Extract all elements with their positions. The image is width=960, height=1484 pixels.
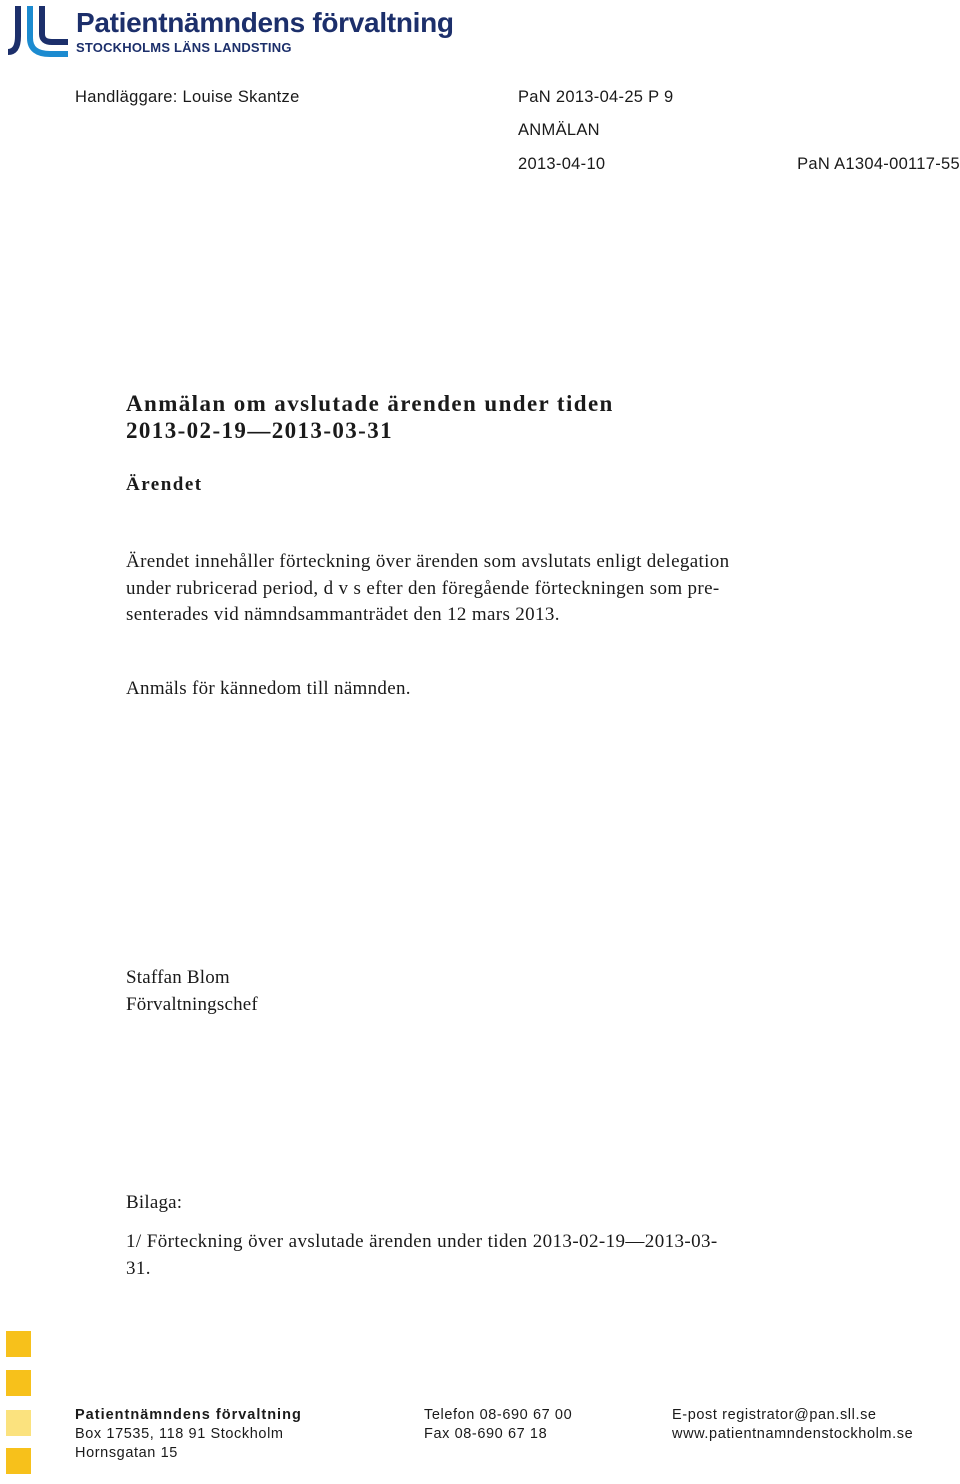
footer-phone: Telefon 08-690 67 00 [424, 1407, 573, 1423]
sll-logo-icon [6, 4, 70, 58]
footer-organization: Patientnämndens förvaltning [75, 1407, 302, 1423]
document-title [126, 390, 614, 444]
signer-title: Förvaltningschef [126, 994, 258, 1015]
attachment-item [126, 1228, 816, 1282]
document-title-line-1: Anmälan om avslutade ärenden under tiden [126, 391, 614, 416]
signer-name: Staffan Blom [126, 967, 230, 988]
attachment-item-line-1: 1/ Förteckning över avslutade ärenden under tiden 2013-02-19—2013-03- [126, 1231, 718, 1252]
footer-fax: Fax 08-690 67 18 [424, 1426, 548, 1442]
logo-title: Patientnämndens förvaltning [76, 7, 454, 38]
footer-square-decoration [6, 1448, 31, 1474]
meeting-reference: PaN 2013-04-25 P 9 [518, 88, 674, 106]
section-heading: Ärendet [126, 474, 203, 495]
body-paragraph [126, 549, 836, 629]
attachment-item-line-2: 31. [126, 1258, 151, 1279]
footer-street-address: Hornsgatan 15 [75, 1445, 178, 1461]
footer-square-decoration [6, 1370, 31, 1396]
document-date: 2013-04-10 [518, 155, 606, 173]
paragraph-line-2: under rubricerad period, d v s efter den föregående förteckningen som pre- [126, 577, 720, 599]
footer-postal-address: Box 17535, 118 91 Stockholm [75, 1426, 284, 1442]
case-number: PaN A1304-00117-55 [797, 155, 960, 173]
footer-website-link[interactable]: www.patientnamndenstockholm.se [672, 1426, 914, 1442]
notice-text: Anmäls för kännedom till nämnden. [126, 678, 411, 699]
footer-square-decoration [6, 1331, 31, 1357]
footer-square-decoration [6, 1410, 31, 1436]
attachments-label: Bilaga: [126, 1192, 183, 1213]
document-type: ANMÄLAN [518, 121, 600, 139]
document-title-line-2: 2013-02-19—2013-03-31 [126, 418, 394, 443]
paragraph-line-1: Ärendet innehåller förteckning över ärenden som avslutats enligt delegation [126, 551, 730, 572]
logo-subtitle: STOCKHOLMS LÄNS LANDSTING [76, 40, 292, 55]
footer-email[interactable]: E-post registrator@pan.sll.se [672, 1407, 877, 1423]
case-handler: Handläggare: Louise Skantze [75, 88, 300, 106]
paragraph-line-3: senterades vid nämndsammanträdet den 12 mars 2013. [126, 604, 560, 625]
